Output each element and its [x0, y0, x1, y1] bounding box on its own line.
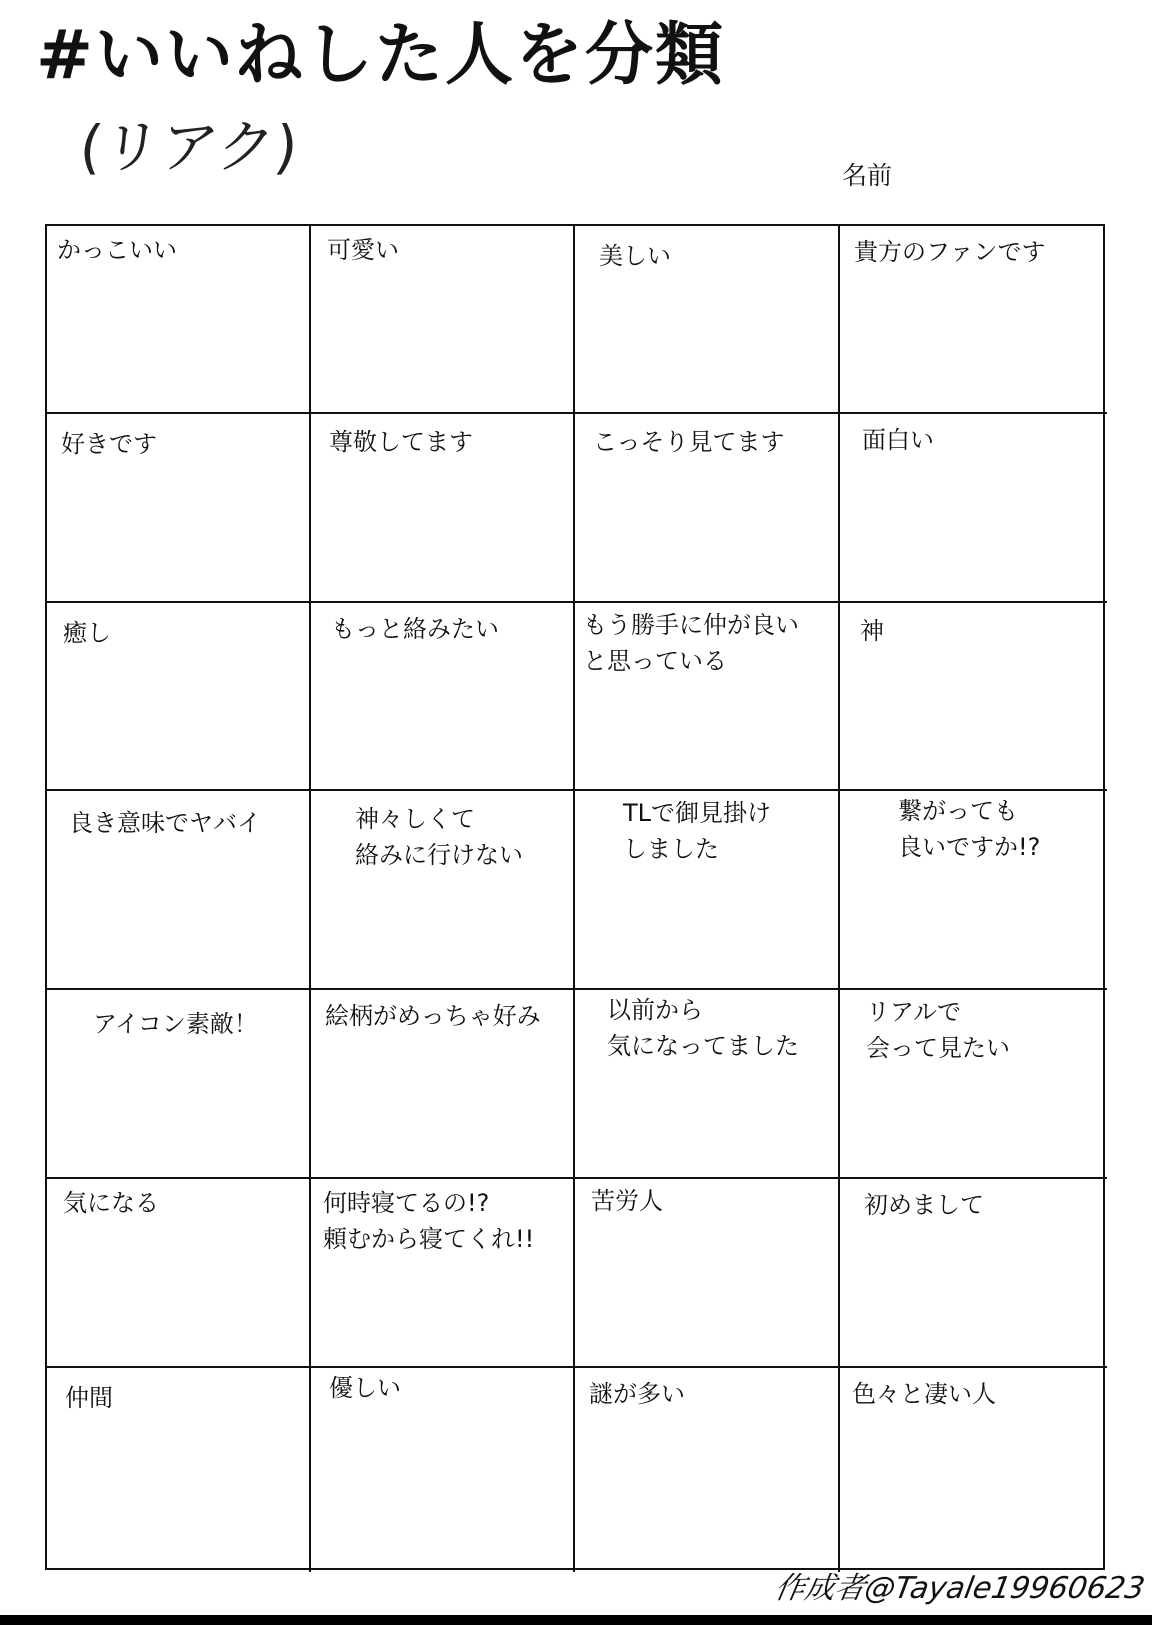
- cell-label: 繋がっても 良いですか!?: [898, 797, 1041, 861]
- grid-cell[interactable]: [47, 1179, 311, 1368]
- grid-cell[interactable]: [840, 1368, 1107, 1572]
- name-label: 名前: [842, 161, 893, 190]
- grid-cell[interactable]: [575, 603, 840, 791]
- cell-label: 仲間: [65, 1384, 113, 1412]
- grid-cell[interactable]: [575, 791, 840, 990]
- grid-cell[interactable]: [47, 603, 311, 791]
- cell-label: 苦労人: [591, 1187, 663, 1215]
- grid-cell[interactable]: [311, 791, 575, 990]
- grid-cell[interactable]: [575, 226, 840, 414]
- cell-label: 良き意味でヤバイ: [69, 809, 261, 837]
- grid-cell[interactable]: [840, 603, 1107, 791]
- grid-cell[interactable]: [47, 1368, 311, 1572]
- grid-cell[interactable]: [575, 990, 840, 1179]
- grid-cell[interactable]: [575, 1368, 840, 1572]
- cell-label: もっと絡みたい: [331, 615, 499, 643]
- cell-label: 初めまして: [864, 1191, 984, 1219]
- grid-cell[interactable]: [47, 791, 311, 990]
- grid-cell[interactable]: [47, 226, 311, 414]
- grid-cell[interactable]: [47, 990, 311, 1179]
- cell-label: 気になる: [63, 1189, 159, 1217]
- cell-label: リアルで 会って見たい: [866, 998, 1010, 1062]
- cell-label: 可愛い: [327, 236, 399, 264]
- grid-cell[interactable]: [840, 990, 1107, 1179]
- grid-cell[interactable]: [311, 226, 575, 414]
- grid-cell[interactable]: [311, 1179, 575, 1368]
- cell-label: 貴方のファンです: [854, 238, 1046, 266]
- page-title: #いいねした人を分類: [36, 16, 725, 95]
- cell-label: 何時寝てるの!? 頼むから寝てくれ!!: [323, 1189, 535, 1253]
- grid-cell[interactable]: [840, 226, 1107, 414]
- cell-label: 神: [860, 617, 884, 645]
- grid-cell[interactable]: [311, 414, 575, 603]
- cell-label: こっそり見てます: [593, 428, 785, 456]
- grid-cell[interactable]: [311, 603, 575, 791]
- cell-label: 尊敬してます: [329, 428, 473, 456]
- grid-cell[interactable]: [575, 414, 840, 603]
- grid-cell[interactable]: [840, 791, 1107, 990]
- cell-label: 癒し: [63, 619, 111, 647]
- cell-label: 優しい: [329, 1374, 401, 1402]
- cell-label: 謎が多い: [589, 1380, 685, 1408]
- grid-cell[interactable]: [840, 414, 1107, 603]
- bottom-border-bar: [0, 1615, 1152, 1625]
- cell-label: アイコン素敵！: [93, 1010, 258, 1038]
- page-subtitle: (リアク): [76, 113, 302, 181]
- cell-label: 面白い: [862, 426, 934, 454]
- cell-label: 神々しくて 絡みに行けない: [355, 805, 523, 869]
- cell-label: もう勝手に仲が良い と思っている: [583, 611, 799, 675]
- classification-grid: [45, 224, 1105, 1570]
- grid-cell[interactable]: [575, 1179, 840, 1368]
- cell-label: 絵柄がめっちゃ好み: [325, 1002, 541, 1030]
- cell-label: 好きです: [61, 430, 157, 458]
- grid-cell[interactable]: [311, 990, 575, 1179]
- cell-label: 以前から 気になってました: [607, 996, 799, 1060]
- cell-label: かっこいい: [57, 236, 177, 264]
- grid-cell[interactable]: [47, 414, 311, 603]
- cell-label: 色々と凄い人: [852, 1380, 996, 1408]
- author-credit: 作成者@Tayale19960623: [771, 1571, 1148, 1606]
- grid-cell[interactable]: [840, 1179, 1107, 1368]
- cell-label: TLで御見掛け しました: [623, 799, 772, 863]
- cell-label: 美しい: [599, 242, 671, 270]
- grid-cell[interactable]: [311, 1368, 575, 1572]
